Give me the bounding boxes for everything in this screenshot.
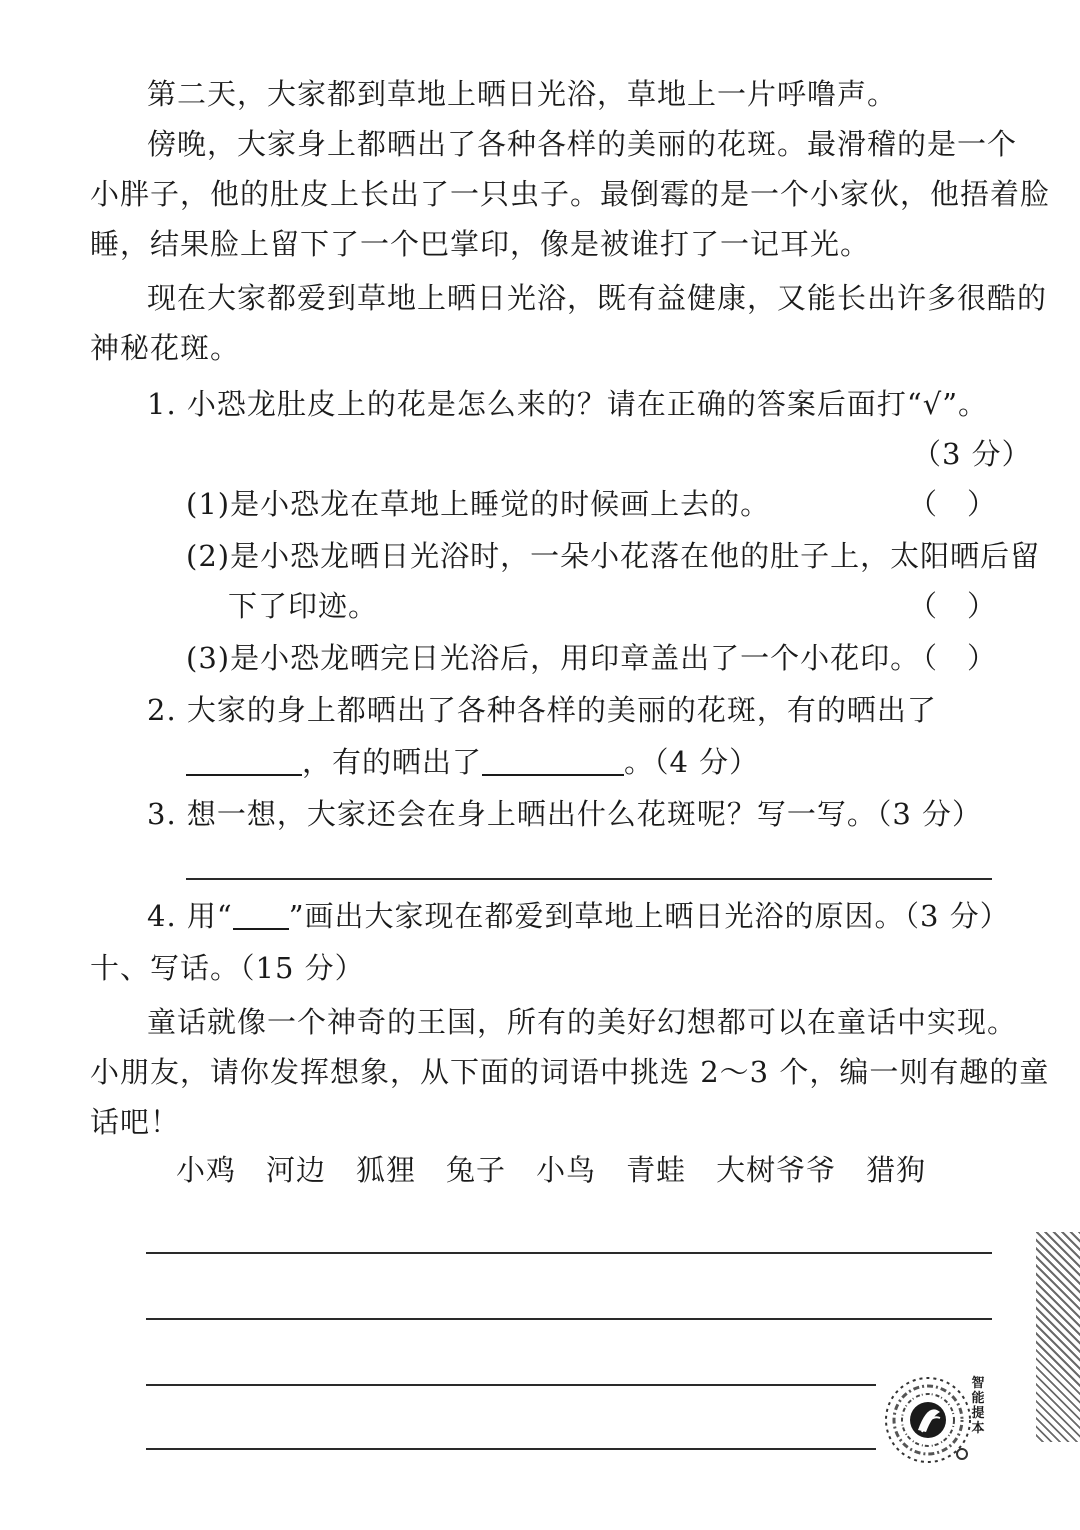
section-10-intro-line-2: 小朋友，请你发挥想象，从下面的词语中挑选 2～3 个，编一则有趣的童	[90, 1055, 1050, 1089]
section-10-intro-line-3: 话吧！	[90, 1105, 181, 1139]
writing-line-2[interactable]	[146, 1318, 992, 1320]
question-2-mid-text: ，有的晒出了	[302, 745, 483, 779]
word-bank-item: 小鸡	[176, 1153, 237, 1187]
question-1-option-3-answer-box[interactable]: （）	[908, 641, 1027, 675]
story-paragraph-2-line-2: 小胖子，他的肚皮上长出了一只虫子。最倒霉的是一个小家伙，他捂着脸	[90, 177, 1051, 211]
question-4-line	[147, 896, 1010, 936]
question-2-line-1: 2. 大家的身上都晒出了各种各样的美丽的花斑，有的晒出了	[147, 693, 937, 727]
question-1-option-2-line-1: (2)是小恐龙晒日光浴时，一朵小花落在他的肚子上，太阳晒后留	[186, 539, 1041, 573]
word-bank-item: 河边	[266, 1153, 327, 1187]
edge-hatch-pattern	[1036, 1232, 1080, 1442]
story-paragraph-3-line-2: 神秘花斑。	[90, 331, 241, 365]
question-1-option-2-line-2: 下了印迹。	[228, 589, 379, 623]
word-bank-item: 狐狸	[356, 1153, 417, 1187]
question-4-underline-sample	[233, 898, 289, 930]
word-bank	[176, 1150, 926, 1190]
writing-line-3[interactable]	[146, 1384, 876, 1386]
word-bank-item: 小鸟	[536, 1153, 597, 1187]
writing-line-1[interactable]	[146, 1252, 992, 1254]
question-3-text: 3. 想一想，大家还会在身上晒出什么花斑呢？写一写。（3 分）	[147, 797, 983, 831]
question-1-option-2-answer-box[interactable]: （）	[908, 589, 1027, 623]
word-bank-item: 猎狗	[866, 1153, 927, 1187]
question-2-end-text: 。（4 分）	[624, 745, 760, 779]
question-4-prefix: 4. 用“	[147, 899, 233, 933]
story-paragraph-1: 第二天，大家都到草地上晒日光浴，草地上一片呼噜声。	[147, 77, 898, 111]
story-paragraph-3-line-1: 现在大家都爱到草地上晒日光浴，既有益健康，又能长出许多很酷的	[147, 281, 1048, 315]
question-2-blank-2[interactable]	[482, 744, 624, 776]
question-3-answer-line[interactable]	[186, 878, 992, 880]
word-bank-item: 兔子	[446, 1153, 507, 1187]
word-bank-item: 大树爷爷	[716, 1153, 837, 1187]
section-10-intro-line-1: 童话就像一个神奇的王国，所有的美好幻想都可以在童话中实现。	[147, 1005, 1018, 1039]
question-1-option-3: (3)是小恐龙晒完日光浴后，用印章盖出了一个小花印。	[186, 641, 921, 675]
question-1-score: （3 分）	[912, 437, 1032, 471]
question-2-line-2	[186, 742, 759, 782]
question-4-suffix: ”画出大家现在都爱到草地上晒日光浴的原因。（3 分）	[288, 899, 1010, 933]
writing-line-4[interactable]	[146, 1448, 876, 1450]
story-paragraph-2-line-1: 傍晚，大家身上都晒出了各种各样的美丽的花斑。最滑稽的是一个	[147, 127, 1018, 161]
section-10-heading: 十、写话。（15 分）	[90, 951, 365, 985]
brand-label: 智能提本	[971, 1376, 985, 1436]
question-1-option-1-answer-box[interactable]: （）	[908, 487, 1027, 521]
question-1-stem: 1. 小恐龙肚皮上的花是怎么来的？请在正确的答案后面打“√”。	[147, 387, 989, 421]
story-paragraph-2-line-3: 睡，结果脸上留下了一个巴掌印，像是被谁打了一记耳光。	[90, 227, 871, 261]
word-bank-item: 青蛙	[626, 1153, 687, 1187]
question-1-option-1: (1)是小恐龙在草地上睡觉的时候画上去的。	[186, 487, 771, 521]
question-2-blank-1[interactable]	[186, 744, 302, 776]
